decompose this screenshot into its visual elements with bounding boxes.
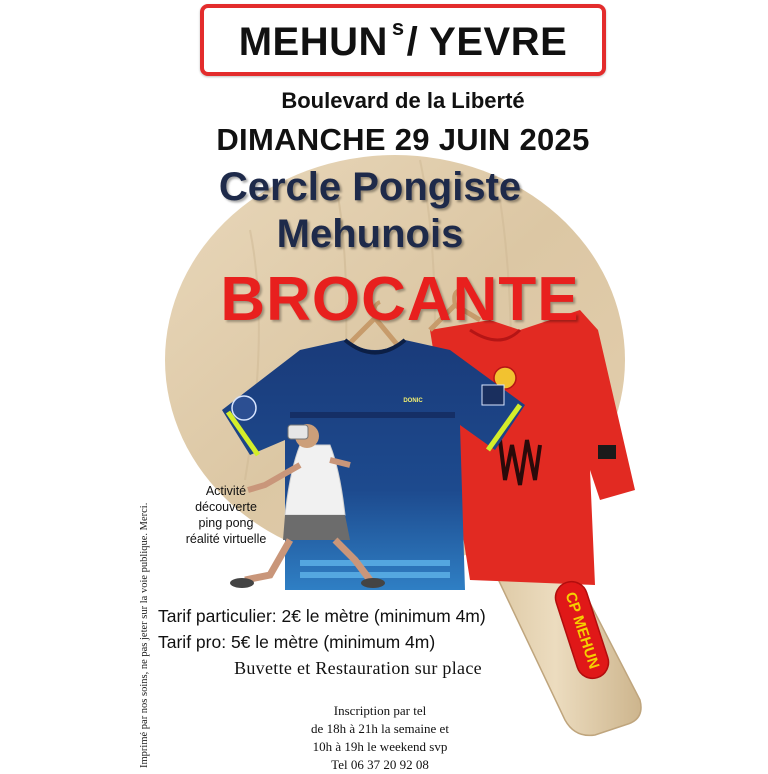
event-date: DIMANCHE 29 JUIN 2025 (216, 122, 590, 157)
price-pro: Tarif pro: 5€ le mètre (minimum 4m) (158, 632, 436, 652)
street-address: Boulevard de la Liberté (281, 88, 525, 113)
disclaimer-text: Imprimé par nos soins, ne pas jeter sur la voie publique. Merci. (139, 502, 150, 768)
vr-activity-text (165, 483, 287, 547)
club-name-line2: Mehunois (276, 212, 464, 256)
registration-line-1: Inscription par tel (333, 703, 427, 718)
registration-phone: Tel 06 37 20 92 08 (331, 757, 429, 772)
town-suffix: / YEVRE (406, 20, 568, 64)
town-sign-text (239, 15, 568, 65)
registration-line-2: de 18h à 21h la semaine et (311, 721, 449, 736)
price-private: Tarif particulier: 2€ le mètre (minimum 4m) (158, 606, 486, 626)
registration-info (250, 702, 510, 774)
vr-line-2: découverte (195, 500, 257, 514)
event-title: BROCANTE (220, 265, 580, 334)
refreshments-text: Buvette et Restauration sur place (234, 658, 482, 678)
town-name: MEHUN (238, 20, 388, 64)
vr-line-1: Activité (205, 484, 247, 498)
town-sign (200, 4, 606, 76)
badge-label: CP MEHUN (561, 589, 603, 672)
town-superscript: s (391, 15, 405, 40)
vr-line-4: réalité virtuelle (185, 532, 267, 546)
jersey-brand: DONIC (403, 398, 423, 404)
vr-line-3: ping pong (198, 516, 254, 530)
registration-line-3: 10h à 19h le weekend svp (312, 739, 448, 754)
club-name-line1: Cercle Pongiste (218, 165, 522, 209)
